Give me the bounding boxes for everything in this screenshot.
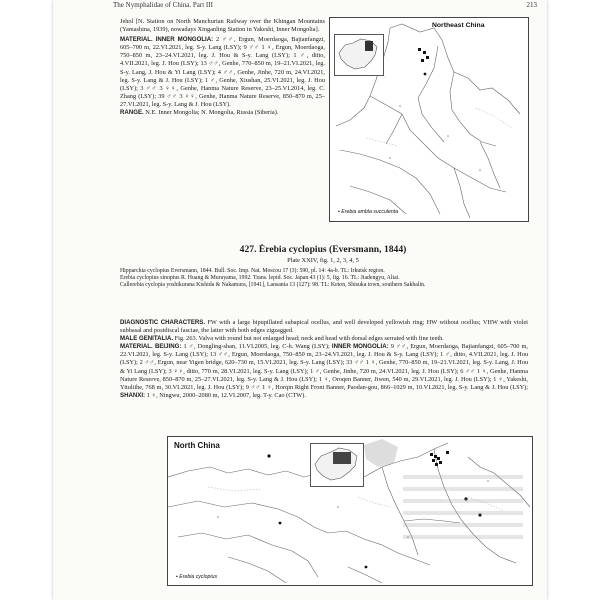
china-outline-inset bbox=[335, 35, 383, 75]
map-inset-locator bbox=[334, 34, 384, 76]
map-region-label: Northeast China bbox=[432, 22, 485, 29]
material-paragraph-2 bbox=[120, 343, 528, 400]
genitalia-text: Fig. 263. Valva with round but not enlarged head; neck and head with dorsal edges serrated with fine teeth. bbox=[173, 335, 444, 343]
map-inset-locator bbox=[310, 443, 364, 487]
occurrence-dots bbox=[418, 48, 429, 75]
material2-text3: 1 ♀, Ningwu, 2000–2080 m, 12.VI.2007, leg. T-y. Cao (CTW). bbox=[145, 391, 306, 399]
map-caption-text: Erebia ambla succulenta bbox=[341, 209, 399, 215]
page-number: 213 bbox=[526, 1, 537, 9]
material2-label: MATERIAL. BEIJING: bbox=[120, 343, 182, 351]
map-caption-text: Erebia cyclopius bbox=[179, 574, 218, 580]
synonym-entry: Erebia cyclopius sinopius R. Huang & Murayama, 1992. Trans. lepid. Soc. Japan 43 (1): 5, fig. 16. TL: Jiadengyu, Altai. bbox=[120, 275, 400, 282]
map-region-label: North China bbox=[174, 441, 220, 450]
left-column-text bbox=[120, 18, 325, 117]
genitalia-label: MALE GENITALIA. bbox=[120, 335, 174, 343]
book-page bbox=[53, 0, 547, 600]
diagnostic-paragraph bbox=[120, 319, 528, 335]
material2-text2: 9 ♂♂, Ergun, Moerdaoga, Bajianfangzi, 605–700 m, 22.VI.2021, leg. S-y. Lang (LSY); 13 ♂♂, Ergun, Moerdaoga, 750–850 m, 23–24.VI.2021, leg. J. Hou & S-y. Lang (LSY); 1 ♂, ditto, 4.VII.2021, leg. J. Hou (LSY); 2 ♂♂, Ergun, near Yigen bridge, 620–730 m, 15.VI.2021, leg. S-y. Lang (LSY); 33 ♂♂ 1 ♀, Genhe, 770–850 m, 19–21.VI.2021, leg. S-y. Lang, J. Hou & Yi Lang (LSY); 3 ♀♀, ditto, 770 m, 28.VI.2021, leg. S-y. Lang (LSY); 1 ♂, Genhe, Jinhe, 720 m, 24.VI.2021, leg. J. Hou (LSY); 6 ♂♂ 1 ♀, Genhe, Hanma Nature Reserve, 850–870 m, 25–27.VI.2021, leg. S-y. Lang & J. Hou (LSY); 1 ♀, Oroqen Banner, Jiwen, 540 m, 29.VI.2021, leg. J. Hou (LSY); 1 ♀, Yakeshi, Yituliihe, 768 m, 30.VI.2021, leg. J. Hou (LSY); 9 ♂♂ 1 ♀, Horqin Right Front Banner, Paodan-gou, 866–1029 m, 10.VI.2021, leg. S-y. Lang & J. Hou (LSY); bbox=[120, 343, 528, 391]
watermark-graphic bbox=[403, 465, 523, 565]
material2-label3: SHANXI: bbox=[120, 391, 146, 399]
map-species-caption: ▪ Erebia cyclopius bbox=[176, 574, 218, 580]
synonym-list bbox=[120, 268, 525, 290]
genitalia-paragraph bbox=[120, 335, 528, 343]
range-paragraph bbox=[120, 109, 325, 117]
synonym-entry: Callerebia cyclopia yoshikurana Kishida & Nakamura, [1941], Lansania 13 (127): 98. TL: Keton, Shisuka town, southern Sakhalin. bbox=[120, 282, 426, 289]
diagnostic-text: FW with a large bipupillated subapical ocellus, and well developed yellowish ring; HW without ocellus; VHW with violet subbasal and postdiscal fasciae, the latter with both edges zigzagged. bbox=[120, 319, 528, 335]
species-body-text bbox=[120, 319, 528, 400]
material-text: 2 ♂♂, Ergun, Moerdaoga, Bajianfangzi, 605–700 m, 22.VI.2021, leg. S-y. Lang (LSY); 9 ♂♂ 1 ♀, Ergun, Moerdaoga, 750–850 m, 23–24.VI.2021, leg. J. Hou & S-y. Lang (LSY); 1 ♂, ditto, 4.VII.2021, leg. J. Hou (LSY); 13 ♂♂, Genhe, 770–850 m, 19–21.VI.2021, leg. S-y. Lang, J. Hou & Yi Lang (LSY); 4 ♂♂, Genhe, Jinhe, 720 m, 24.VI.2021, leg. S-y. Lang & J. Hou (LSY); 1 ♂, Genhe, Xiushan, 25.VI.2021, leg. J. Hou (LSY); 3 ♂♂ 3 ♀♀, Genhe, Hanma Nature Reserve, 23–25.VI.2014, leg. C. Zhang (LSY); 39 ♂♂ 3 ♀♀, Genhe, Hanma Nature Reserve, 850–870 m, 25–27.VI.2021, leg. S-y. Lang & J. Hou (LSY). bbox=[120, 36, 325, 108]
map-species-caption: ▪ Erebia ambla succulenta bbox=[338, 209, 399, 215]
synonym-entry: Hipparchia cyclopius Eversmann, 1844. Bull. Soc. Imp. Nat. Moscou 17 (3): 590, pl. 14: 4a-b. TL: Irkutsk region. bbox=[120, 268, 385, 274]
map-northeast-china bbox=[329, 17, 529, 222]
diagnostic-label: DIAGNOSTIC CHARACTERS. bbox=[120, 319, 206, 326]
china-outline-inset bbox=[311, 444, 363, 486]
species-title: 427. Ėrebia cyclopius (Eversmann, 1844) bbox=[239, 244, 407, 255]
material-paragraph bbox=[120, 36, 325, 109]
running-title: The Nymphalidae of China. Part III bbox=[113, 1, 213, 9]
plate-reference: Plate XXIV, fig. 1, 2, 3, 4, 5 bbox=[287, 257, 359, 264]
material-label: MATERIAL. INNER MONGOLIA: bbox=[120, 36, 214, 44]
range-text: N.E. Inner Mongolia; N. Mongolia, Russia (Siberia). bbox=[143, 109, 279, 117]
material2-label2: INNER MONGOLIA: bbox=[331, 343, 389, 351]
intro-paragraph: Jehol [N. Station on North Manchurian Railway over the Khingan Mountains (Yamashina, 1939), nowadays Xinganling Station in Yakeshi, Inner Mongolia]. bbox=[120, 18, 325, 34]
range-label: RANGE. bbox=[120, 109, 144, 117]
material2-text1: 1 ♂, Dongling-shan, 11.VI.2005, leg. C-h. Wang (LSY); bbox=[181, 343, 332, 351]
